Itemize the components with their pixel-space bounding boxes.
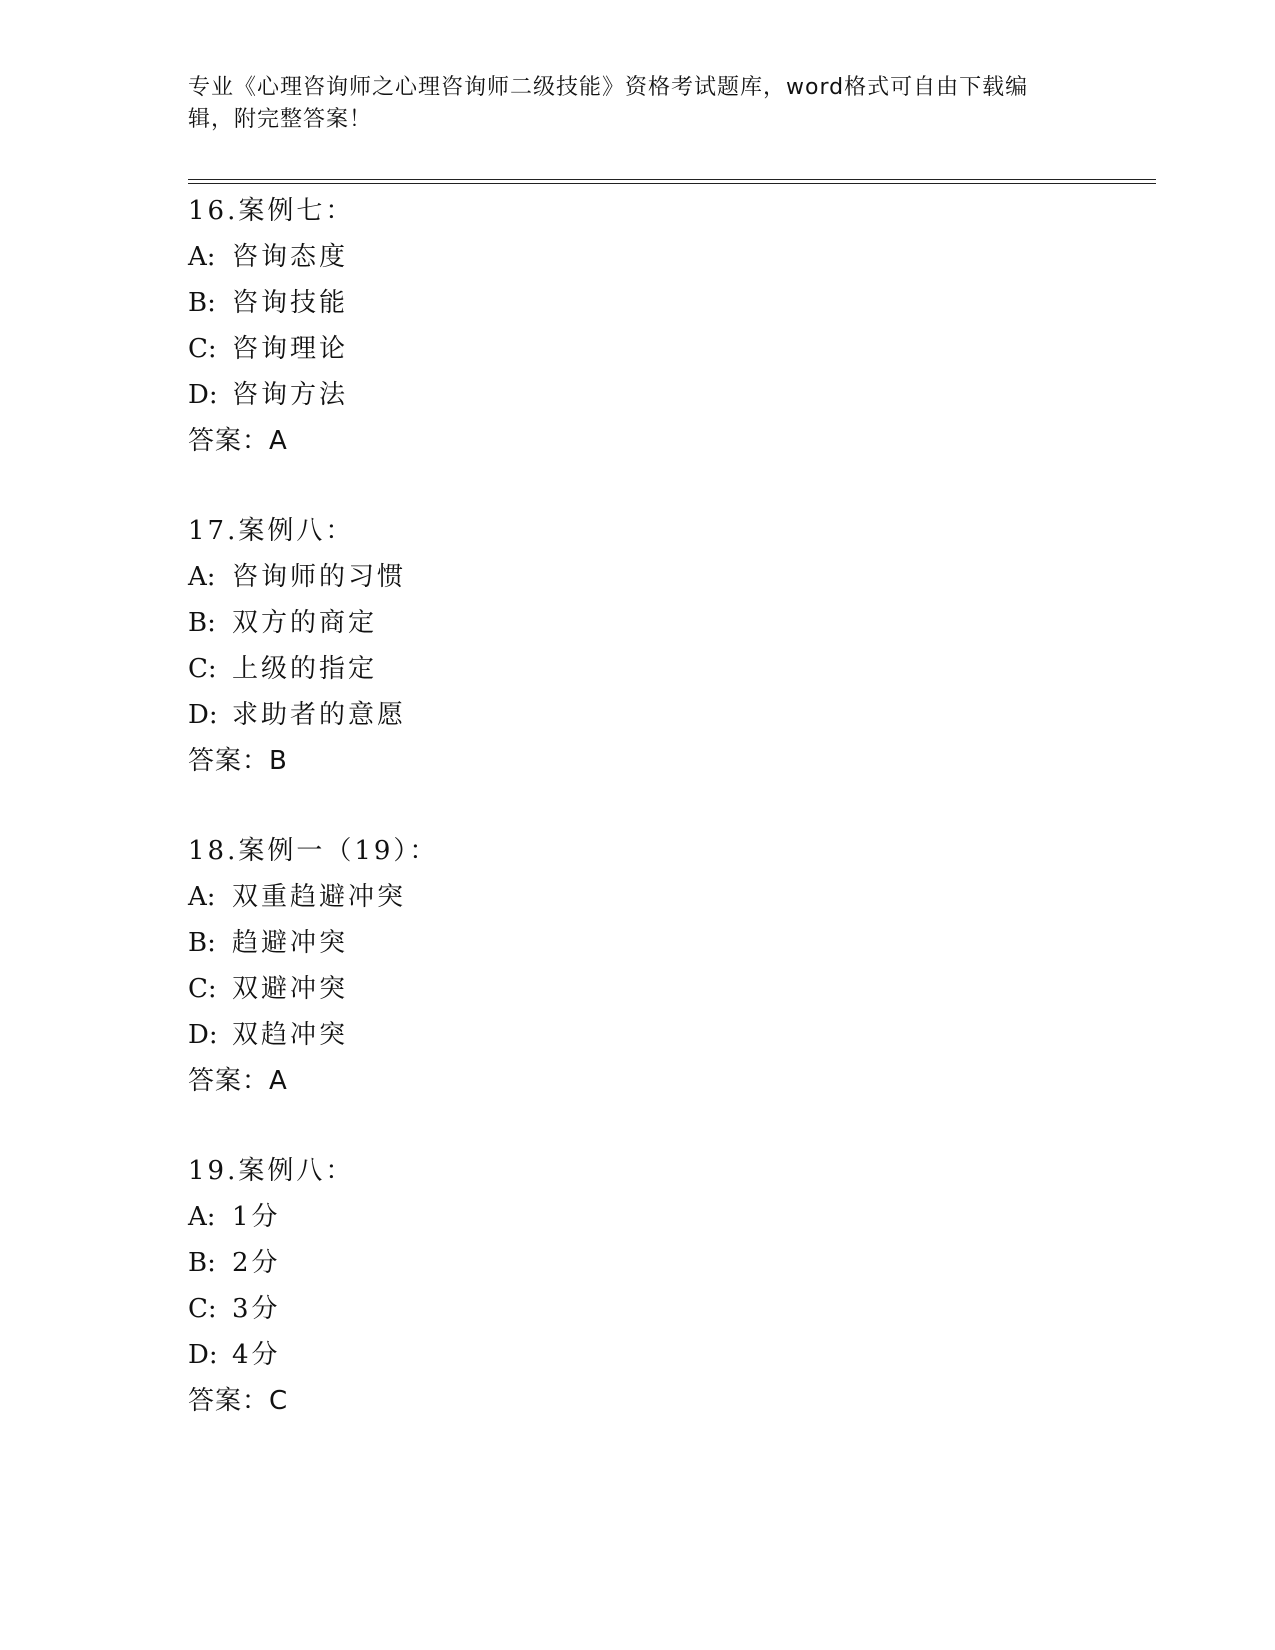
answer-line: 答案：C bbox=[188, 1386, 289, 1416]
option-text: 4分 bbox=[232, 1340, 281, 1370]
option-key: D: bbox=[188, 700, 218, 730]
option-text: 3分 bbox=[232, 1294, 281, 1324]
option-key: D: bbox=[188, 380, 218, 410]
option-text: 趋避冲突 bbox=[232, 928, 349, 958]
option-key: A: bbox=[188, 882, 216, 912]
option-key: B: bbox=[188, 608, 216, 638]
option-text: 咨询态度 bbox=[232, 242, 349, 272]
option-text: 双重趋避冲突 bbox=[232, 882, 407, 912]
option-text: 双避冲突 bbox=[232, 974, 349, 1004]
option-text: 2分 bbox=[232, 1248, 281, 1278]
question-17 bbox=[188, 508, 1088, 828]
option-d bbox=[188, 372, 1088, 418]
option-d bbox=[188, 1332, 1088, 1378]
option-key: C: bbox=[188, 974, 217, 1004]
option-text: 上级的指定 bbox=[232, 654, 378, 684]
question-title: 19.案例八： bbox=[188, 1156, 355, 1186]
header-rule-bottom bbox=[188, 183, 1156, 184]
option-key: B: bbox=[188, 928, 216, 958]
option-key: A: bbox=[188, 242, 216, 272]
question-title: 17.案例八： bbox=[188, 516, 355, 546]
option-c bbox=[188, 966, 1088, 1012]
option-c bbox=[188, 326, 1088, 372]
option-key: C: bbox=[188, 654, 217, 684]
option-a bbox=[188, 554, 1088, 600]
option-b bbox=[188, 1240, 1088, 1286]
question-18 bbox=[188, 828, 1088, 1148]
option-text: 咨询师的习惯 bbox=[232, 562, 407, 592]
option-key: A: bbox=[188, 1202, 216, 1232]
option-a bbox=[188, 234, 1088, 280]
option-key: A: bbox=[188, 562, 216, 592]
option-c bbox=[188, 1286, 1088, 1332]
option-text: 咨询理论 bbox=[232, 334, 349, 364]
header-rule-top bbox=[188, 179, 1156, 180]
question-16 bbox=[188, 188, 1088, 508]
document-header: 专业《心理咨询师之心理咨询师二级技能》资格考试题库，word格式可自由下载编辑，附完整答案！ bbox=[188, 75, 1029, 132]
question-title: 18.案例一（19）： bbox=[188, 836, 439, 866]
option-a bbox=[188, 874, 1088, 920]
option-key: B: bbox=[188, 288, 216, 318]
option-b bbox=[188, 600, 1088, 646]
option-text: 双趋冲突 bbox=[232, 1020, 349, 1050]
option-text: 咨询技能 bbox=[232, 288, 349, 318]
option-b bbox=[188, 920, 1088, 966]
question-list bbox=[188, 188, 1088, 1468]
answer-line: 答案：B bbox=[188, 746, 288, 776]
option-text: 双方的商定 bbox=[232, 608, 378, 638]
option-text: 求助者的意愿 bbox=[232, 700, 407, 730]
option-a bbox=[188, 1194, 1088, 1240]
option-b bbox=[188, 280, 1088, 326]
question-title: 16.案例七： bbox=[188, 196, 355, 226]
option-text: 咨询方法 bbox=[232, 380, 349, 410]
option-key: D: bbox=[188, 1020, 218, 1050]
option-d bbox=[188, 692, 1088, 738]
question-19 bbox=[188, 1148, 1088, 1468]
option-d bbox=[188, 1012, 1088, 1058]
option-key: C: bbox=[188, 334, 217, 364]
option-key: D: bbox=[188, 1340, 218, 1370]
option-key: B: bbox=[188, 1248, 216, 1278]
option-c bbox=[188, 646, 1088, 692]
answer-line: 答案：A bbox=[188, 426, 288, 456]
answer-line: 答案：A bbox=[188, 1066, 288, 1096]
option-key: C: bbox=[188, 1294, 217, 1324]
option-text: 1分 bbox=[232, 1202, 281, 1232]
